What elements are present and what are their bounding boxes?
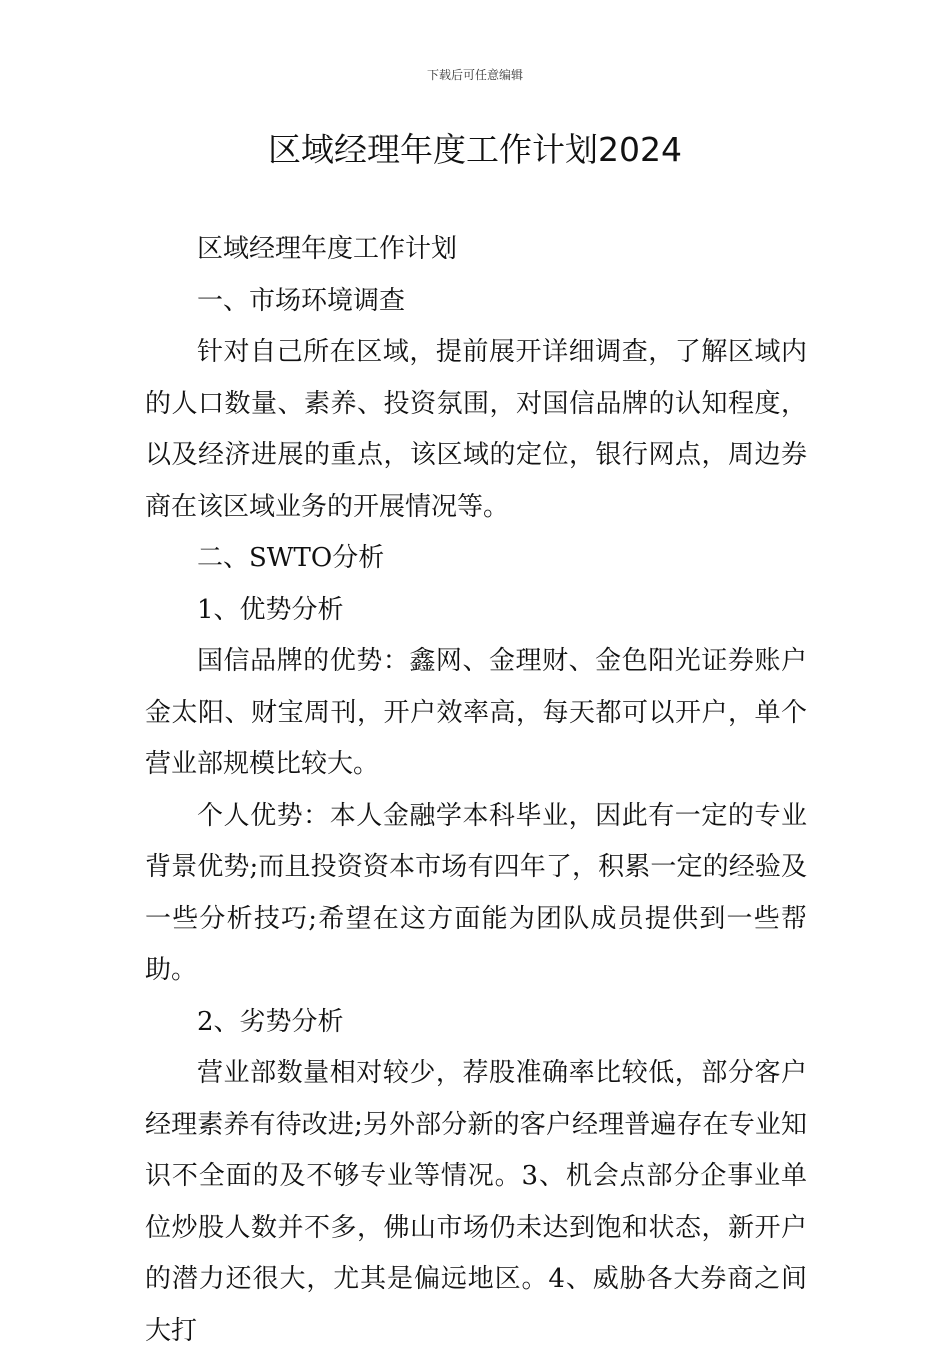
heading-weaknesses: 2、劣势分析	[197, 1006, 344, 1037]
header-note: 下载后可任意编辑	[426, 68, 523, 82]
heading-strengths: 1、优势分析	[197, 594, 344, 625]
paragraph-personal-strengths: 个人优势：本人金融学本科毕业，因此有一定的专业背景优势;而且投资资本市场有四年了，积累一定的经验及一些分析技巧;希望在这方面能为团队成员提供到一些帮助。	[145, 800, 807, 985]
paragraph-subtitle: 区域经理年度工作计划	[197, 234, 458, 264]
document-title: 区域经理年度工作计划2024	[268, 130, 682, 169]
heading-market-survey: 一、市场环境调查	[197, 285, 406, 316]
document-body	[145, 224, 807, 1357]
paragraph-market-survey: 针对自己所在区域，提前展开详细调查，了解区域内的人口数量、素养、投资氛围，对国信品牌的认知程度，以及经济进展的重点，该区域的定位，银行网点，周边券商在该区域业务的开展情况等。	[145, 337, 807, 522]
paragraph-brand-strengths: 国信品牌的优势：鑫网、金理财、金色阳光证券账户金太阳、财宝周刊，开户效率高，每天都可以开户，单个营业部规模比较大。	[145, 646, 807, 779]
heading-swot-analysis: 二、SWTO分析	[197, 543, 385, 573]
paragraph-weaknesses: 营业部数量相对较少，荐股准确率比较低，部分客户经理素养有待改进;另外部分新的客户经理普遍存在专业知识不全面的及不够专业等情况。3、机会点部分企事业单位炒股人数并不多，佛山市场仍未达到饱和状态，新开户的潜力还很大，尤其是偏远地区。4、威胁各大券商之间大打	[145, 1058, 807, 1346]
